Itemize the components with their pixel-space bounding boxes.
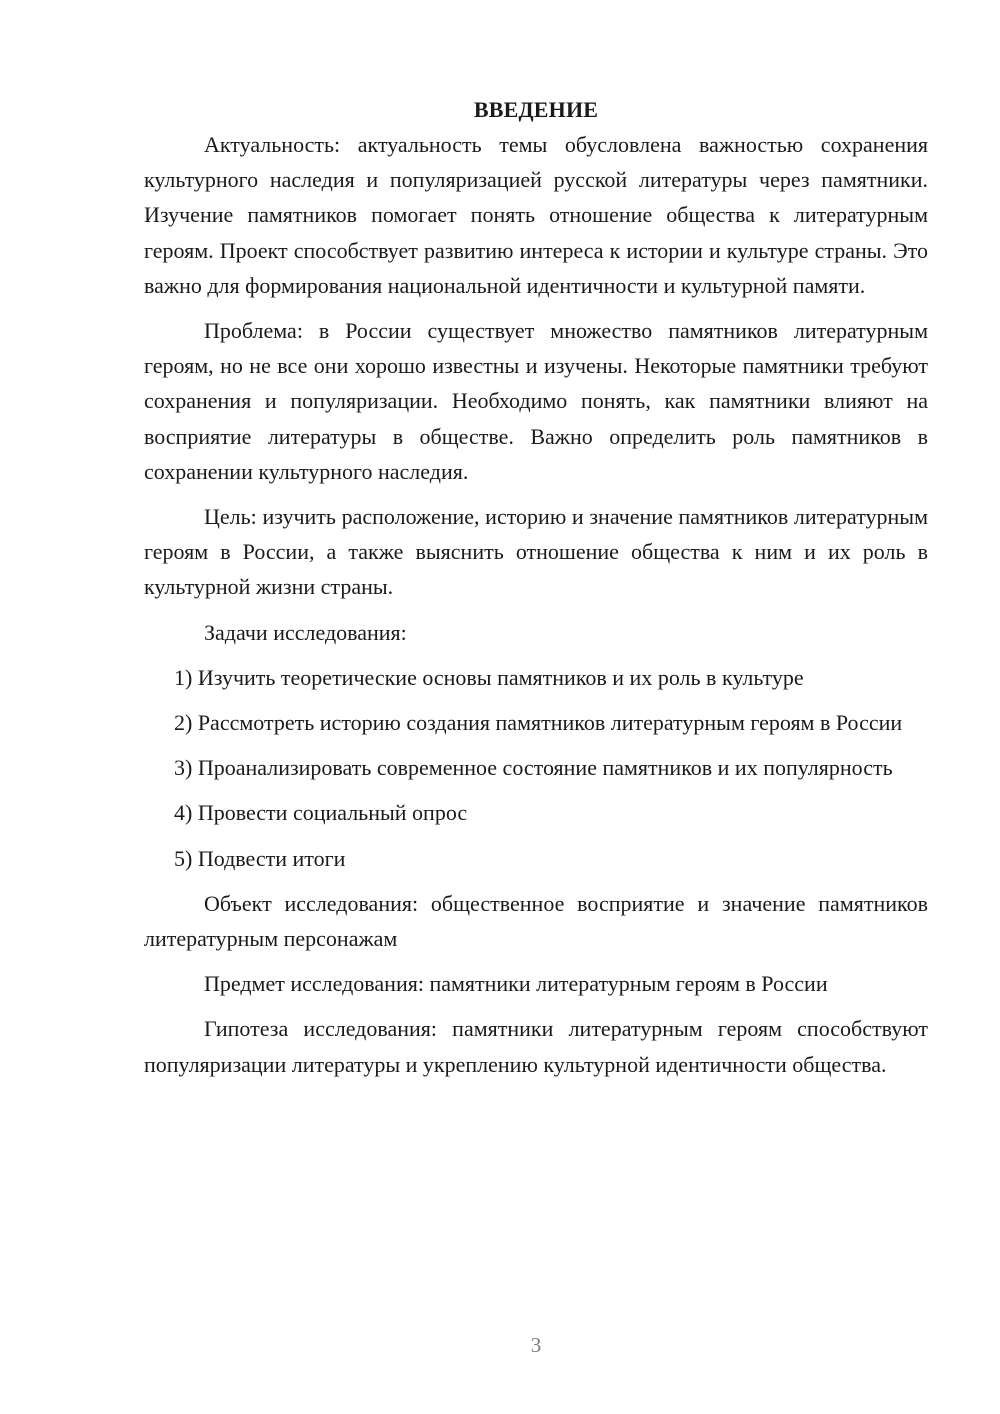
subject-paragraph: Предмет исследования: памятники литературным героям в России bbox=[204, 971, 828, 997]
relevance-paragraph: Актуальность: актуальность темы обусловлена важностью сохранения культурного наследия и популяризацией русской литературы через памятники. Изучение памятников помогает понять отношение общества к литературным героям. Проект способствует развитию интереса к истории и культуре страны. Это важно для формирования национальной идентичности и культурной памяти. bbox=[144, 132, 928, 298]
page-number: 3 bbox=[530, 1333, 542, 1357]
object-paragraph: Объект исследования: общественное восприятие и значение памятников литературным персонажам bbox=[144, 890, 928, 952]
task-item: 1) Изучить теоретические основы памятников и их роль в культуре bbox=[174, 664, 804, 690]
hypothesis-paragraph: Гипотеза исследования: памятники литературным героям способствуют популяризации литературы и укреплению культурной идентичности общества. bbox=[144, 1016, 928, 1077]
page-content bbox=[144, 92, 928, 1092]
goal-paragraph: Цель: изучить расположение, историю и значение памятников литературным героям в России, а также выяснить отношение общества к ним и их роль в культурной жизни страны. bbox=[144, 504, 928, 600]
problem-paragraph: Проблема: в России существует множество памятников литературным героям, но не все они хорошо известны и изучены. Некоторые памятники требуют сохранения и популяризации. Необходимо понять, как памятники влияют на восприятие литературы в обществе. Важно определить роль памятников в сохранении культурного наследия. bbox=[144, 318, 928, 484]
task-item: 2) Рассмотреть историю создания памятников литературным героям в России bbox=[174, 710, 903, 736]
task-item: 3) Проанализировать современное состояние памятников и их популярность bbox=[174, 755, 893, 781]
task-item: 4) Провести социальный опрос bbox=[174, 800, 468, 826]
tasks-intro: Задачи исследования: bbox=[204, 619, 407, 645]
section-heading: ВВЕДЕНИЕ bbox=[473, 97, 599, 122]
task-item: 5) Подвести итоги bbox=[174, 845, 346, 871]
